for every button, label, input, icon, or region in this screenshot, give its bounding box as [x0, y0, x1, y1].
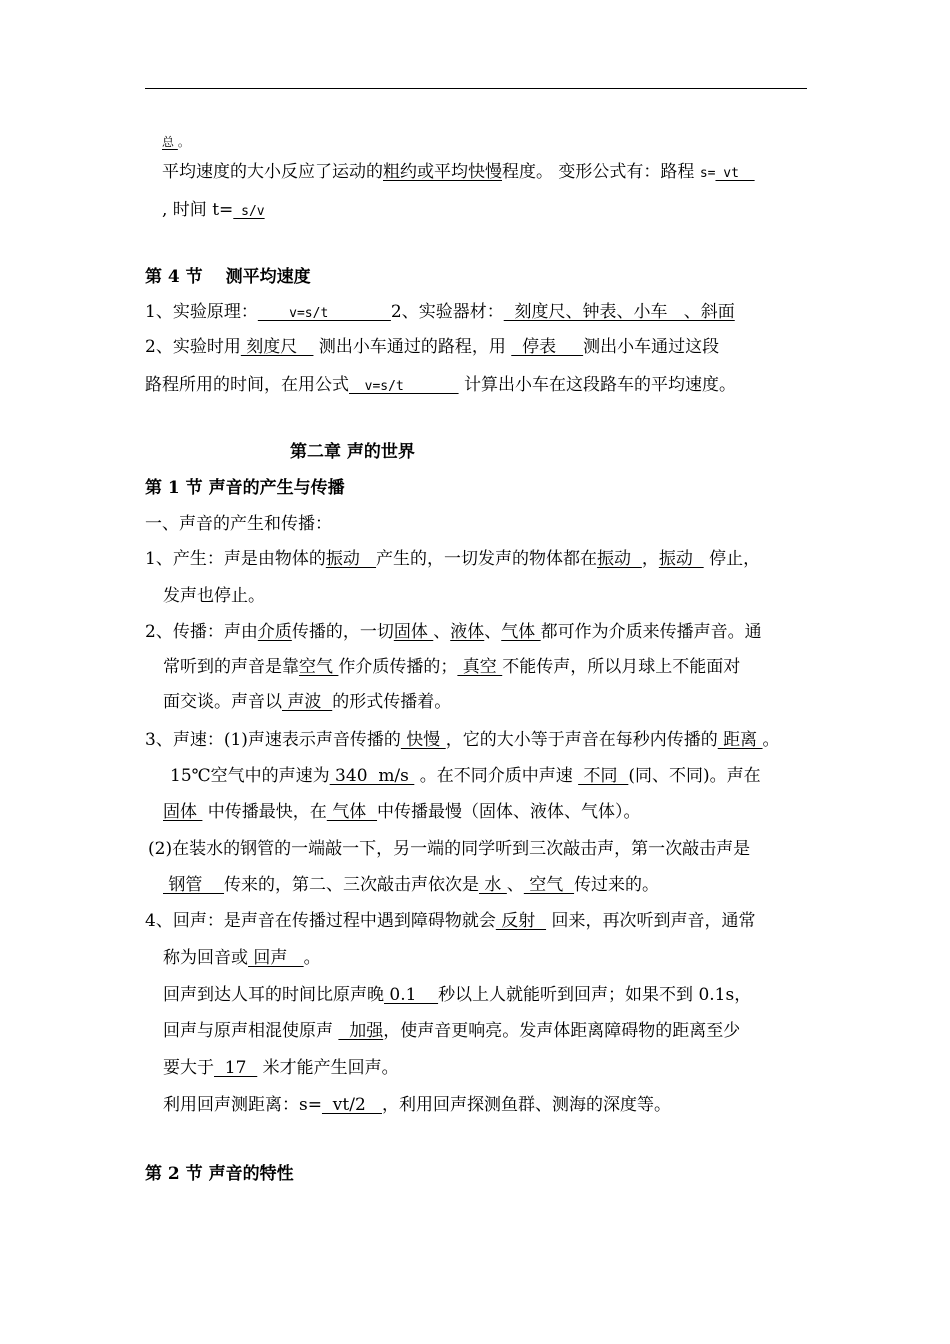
text: ， [641, 549, 659, 569]
text: 15℃空气中的声速为 [170, 766, 330, 786]
blank: 停表 [511, 337, 584, 357]
line-echo-2 [163, 947, 321, 969]
line-exp-formula [145, 374, 736, 398]
blank: 空气 [523, 875, 575, 895]
blank: 不同 [578, 766, 629, 786]
text: 测出小车通过这段 [583, 337, 720, 357]
blank: 真空 [457, 657, 503, 677]
text: 1、产生：声是由物体的 [145, 549, 326, 569]
blank: v=s/t [349, 379, 459, 394]
blank: 水 [479, 875, 507, 895]
blank: 总 [162, 135, 178, 149]
text: 作介质传播的； [338, 657, 458, 677]
line-spread [145, 621, 762, 643]
text: 。 [303, 948, 321, 968]
text: ，使声音更响亮。发声体距离障碍物的距离至少 [383, 1021, 741, 1041]
blank: 340 m/s [329, 766, 415, 786]
text: 面交谈。声音以 [163, 692, 282, 712]
text: ，它的大小等于声音在每秒内传播的 [445, 730, 718, 750]
blank: 振动 [325, 549, 377, 569]
blank: 粗约或平均快慢 [383, 162, 502, 182]
line-echo [145, 910, 755, 932]
blank: 钢管 [163, 875, 225, 895]
blank: 固体 [163, 802, 203, 822]
text: 传播的，一切 [291, 622, 394, 642]
blank: 介质 [257, 622, 292, 642]
text: 程度。 变形公式有：路程 [502, 162, 700, 182]
text: 要大于 [163, 1058, 214, 1078]
text: 传来的，第二、三次敲击声依次是 [224, 875, 480, 895]
blank: 17 [214, 1058, 258, 1078]
text: 、 [506, 875, 524, 895]
blank: 气体 [326, 802, 378, 822]
text: 中传播最慢（固体、液体、气体）。 [377, 802, 641, 822]
text: 称为回音或 [163, 948, 248, 968]
section-heading-4: 第 4 节 测平均速度 [145, 267, 311, 287]
line-echo-5 [163, 1057, 399, 1079]
blank: vt/2 [321, 1095, 382, 1115]
line-exp-tools [145, 336, 719, 358]
text: 产生的，一切发声的物体都在 [376, 549, 598, 569]
text: 传过来的。 [574, 875, 660, 895]
text: 秒以上人就能听到回声；如果不到 0.1s， [438, 985, 752, 1005]
blank: 反射 [495, 911, 547, 931]
line-avg-speed [162, 161, 755, 185]
blank: 空气 [299, 657, 339, 677]
blank: 距离 [717, 730, 763, 750]
blank: 振动 [597, 549, 642, 569]
text: 2、传播：声由 [145, 622, 258, 642]
chapter-title: 第二章 声的世界 [290, 442, 415, 462]
line-pipe: (2)在装水的钢管的一端敲一下，另一端的同学听到三次敲击声，第一次敲击声是 [148, 839, 751, 859]
blank: 液体 [450, 622, 485, 642]
text: 2、实验时用 [145, 337, 241, 357]
text: 、 [484, 622, 502, 642]
line-pipe-2 [163, 874, 659, 896]
blank: 加强 [338, 1021, 384, 1041]
line-produce [145, 548, 760, 570]
blank: 0.1 [384, 985, 439, 1005]
text: 计算出小车在这段路车的平均速度。 [458, 375, 736, 395]
text: 常听到的声音是靠 [163, 657, 299, 677]
blank: 刻度尺 [240, 337, 314, 357]
blank: 声波 [282, 692, 333, 712]
blank: 振动 [658, 549, 704, 569]
text: 平均速度的大小反应了运动的 [162, 162, 383, 182]
line-spread-3 [163, 691, 451, 713]
blank: v=s/t [257, 306, 391, 321]
section-heading-2: 第 2 节 声音的特性 [145, 1164, 294, 1184]
text: 中传播最快，在 [202, 802, 327, 822]
line-echo-3 [163, 984, 751, 1006]
text: 。在不同介质中声速 [414, 766, 579, 786]
text: 2、实验器材： [390, 302, 504, 322]
header-rule [145, 88, 807, 89]
text: 4、回声：是声音在传播过程中遇到障碍物就会 [145, 911, 496, 931]
line-0 [162, 130, 190, 153]
text: 。 [762, 730, 780, 750]
text: 不能传声，所以月球上不能面对 [502, 657, 741, 677]
text: 路程所用的时间，在用公式 [145, 375, 349, 395]
text: 停止， [703, 549, 761, 569]
blank: vt [715, 166, 755, 181]
line-spread-2 [163, 656, 740, 678]
text: 测出小车通过的路程，用 [313, 337, 512, 357]
line-speed-3 [163, 801, 641, 823]
blank: s/v [233, 204, 265, 219]
line-speed [145, 729, 780, 751]
line-time [162, 199, 265, 223]
line-speed-2 [170, 765, 761, 787]
text: 回声与原声相混使原声 [163, 1021, 339, 1041]
text: 3、声速：(1)声速表示声音传播的 [145, 730, 401, 750]
line-produce-2: 发声也停止。 [163, 586, 265, 606]
text: (同、不同)。声在 [628, 766, 761, 786]
section-heading-1: 第 1 节 声音的产生与传播 [145, 478, 345, 498]
blank: 快慢 [400, 730, 446, 750]
blank: 气体 [501, 622, 541, 642]
blank: 回声 [248, 948, 304, 968]
line-echo-4 [163, 1020, 740, 1042]
text: 回声到达人耳的时间比原声晚 [163, 985, 384, 1005]
text: 的形式传播着。 [332, 692, 452, 712]
blank: 固体 [393, 622, 434, 642]
text: 利用回声测距离：s= [163, 1095, 322, 1115]
text: ，利用回声探测鱼群、测海的深度等。 [381, 1095, 671, 1115]
text: 米才能产生回声。 [257, 1058, 399, 1078]
text: 。 [177, 135, 190, 149]
line-sub-heading: 一、声音的产生和传播： [145, 514, 332, 534]
text: 都可作为介质来传播声音。通 [540, 622, 762, 642]
text: s= [699, 166, 716, 181]
line-echo-6 [163, 1094, 671, 1116]
line-exp-principle [145, 301, 735, 325]
text: 回来，再次听到声音，通常 [546, 911, 756, 931]
text: , 时间 t= [162, 200, 234, 220]
text: 1、实验原理： [145, 302, 258, 322]
text: 、 [433, 622, 451, 642]
blank: 刻度尺、钟表、小车 、斜面 [503, 302, 735, 322]
